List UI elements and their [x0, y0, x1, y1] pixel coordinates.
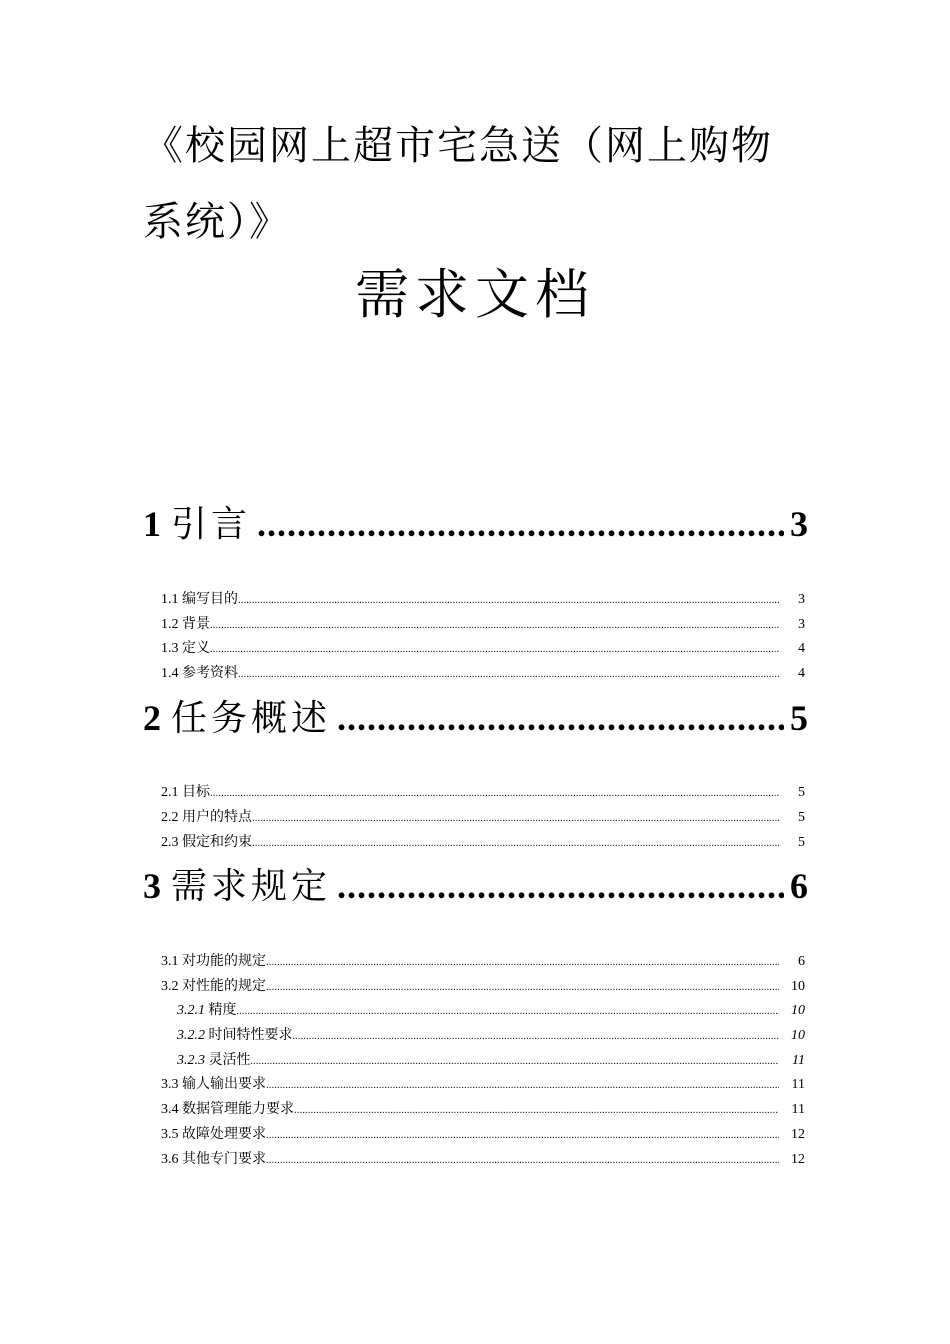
- toc-leader-dots: [210, 783, 779, 803]
- toc-entry-3-2[interactable]: [161, 977, 805, 997]
- toc-entry-label: 用户的特点: [182, 810, 252, 825]
- toc-entry-2-1[interactable]: [161, 783, 805, 803]
- toc-leader-dots: [337, 865, 784, 907]
- toc-page-number: 6: [798, 954, 805, 969]
- toc-chapter-label: 引言: [171, 504, 252, 545]
- toc-entry-label: 参考资料: [182, 666, 238, 681]
- toc-entry-label: 对功能的规定: [182, 954, 266, 969]
- toc-page-number: 4: [798, 641, 805, 656]
- toc-leader-dots: [337, 697, 784, 739]
- toc-entry-3-6[interactable]: [161, 1150, 805, 1170]
- toc-leader-dots: [238, 590, 779, 610]
- toc-entry-label: 假定和约束: [182, 835, 252, 850]
- toc-entry-3-4[interactable]: [161, 1100, 805, 1120]
- document-title: 《校园网上超市宅急送（网上购物系统）》: [143, 123, 773, 245]
- toc-page-number: 3: [790, 504, 808, 544]
- toc-entry-number: 2.1: [161, 785, 179, 800]
- toc-entry-label: 精度: [208, 1003, 237, 1018]
- toc-entry-label: 故障处理要求: [182, 1127, 266, 1142]
- toc-page-number: 5: [798, 785, 805, 800]
- toc-entry-number: 1.1: [161, 592, 179, 607]
- toc-leader-dots: [210, 639, 779, 659]
- toc-entry-number: 2.2: [161, 810, 179, 825]
- toc-entry-number: 1.4: [161, 666, 179, 681]
- toc-page-number: 10: [791, 1003, 805, 1018]
- toc-entry-1-3[interactable]: [161, 639, 805, 659]
- toc-entry-number: 1.3: [161, 641, 179, 656]
- toc-entry-3-5[interactable]: [161, 1125, 805, 1145]
- toc-leader-dots: [210, 615, 779, 635]
- toc-entry-number: 3.5: [161, 1127, 179, 1142]
- toc-entry-label: 其他专门要求: [182, 1152, 266, 1167]
- toc-entry-3-2-3[interactable]: [177, 1051, 805, 1071]
- toc-entry-2-2[interactable]: [161, 808, 805, 828]
- toc-page-number: 5: [798, 835, 805, 850]
- toc-leader-dots: [266, 952, 779, 972]
- toc-page-number: 11: [791, 1102, 805, 1117]
- toc-entry-3-3[interactable]: [161, 1075, 805, 1095]
- toc-leader-dots: [293, 1026, 780, 1046]
- toc-entry-label: 编写目的: [182, 592, 238, 607]
- toc-entry-label: 背景: [182, 617, 210, 632]
- toc-page-number: 10: [791, 1028, 805, 1043]
- toc-page-number: 5: [798, 810, 805, 825]
- toc-entry-3-2-2[interactable]: [177, 1026, 805, 1046]
- toc-leader-dots: [238, 664, 779, 684]
- toc-entry-label: 灵活性: [208, 1053, 251, 1068]
- toc-leader-dots: [237, 1001, 780, 1021]
- toc-chapter-3[interactable]: [143, 858, 808, 909]
- toc-page-number: 12: [791, 1152, 805, 1167]
- toc-chapter-number: 2: [143, 698, 161, 738]
- toc-leader-dots: [252, 808, 779, 828]
- toc-entry-1-1[interactable]: [161, 590, 805, 610]
- toc-chapter-label: 需求规定: [171, 866, 332, 907]
- toc-entry-number: 3.4: [161, 1102, 179, 1117]
- toc-chapter-1[interactable]: [143, 496, 808, 547]
- toc-entry-number: 3.3: [161, 1077, 179, 1092]
- toc-chapter-number: 1: [143, 504, 161, 544]
- toc-entry-3-2-1[interactable]: [177, 1001, 805, 1021]
- toc-page-number: 5: [790, 698, 808, 738]
- toc-leader-dots: [266, 1150, 779, 1170]
- toc-entry-1-4[interactable]: [161, 664, 805, 684]
- toc-entry-label: 输人输出要求: [182, 1077, 266, 1092]
- toc-entry-1-2[interactable]: [161, 615, 805, 635]
- toc-entry-label: 数据管理能力要求: [182, 1102, 294, 1117]
- toc-entry-number: 3.2: [161, 979, 179, 994]
- toc-entry-number: 3.2.2: [177, 1028, 205, 1043]
- document-subtitle: 需求文档: [355, 263, 595, 326]
- toc-entry-number: 3.2.3: [177, 1053, 205, 1068]
- toc-chapter-2[interactable]: [143, 690, 808, 741]
- toc-page-number: 10: [791, 979, 805, 994]
- toc-page-number: 11: [792, 1053, 805, 1068]
- toc-entry-3-1[interactable]: [161, 952, 805, 972]
- toc-chapter-number: 3: [143, 866, 161, 906]
- toc-leader-dots: [294, 1100, 779, 1120]
- toc-entry-number: 2.3: [161, 835, 179, 850]
- toc-entry-label: 目标: [182, 785, 210, 800]
- toc-leader-dots: [251, 1051, 780, 1071]
- toc-entry-label: 时间特性要求: [208, 1028, 293, 1043]
- toc-entry-2-3[interactable]: [161, 833, 805, 853]
- toc-page-number: 12: [791, 1127, 805, 1142]
- toc-chapter-label: 任务概述: [171, 698, 332, 739]
- toc-entry-number: 1.2: [161, 617, 179, 632]
- toc-entry-number: 3.1: [161, 954, 179, 969]
- toc-leader-dots: [257, 503, 784, 545]
- toc-page-number: 4: [798, 666, 805, 681]
- toc-leader-dots: [266, 1125, 779, 1145]
- toc-leader-dots: [252, 833, 779, 853]
- toc-page-number: 3: [798, 592, 805, 607]
- toc-page-number: 3: [798, 617, 805, 632]
- toc-leader-dots: [266, 1075, 779, 1095]
- toc-entry-label: 定义: [182, 641, 210, 656]
- toc-leader-dots: [266, 977, 779, 997]
- toc-entry-label: 对性能的规定: [182, 979, 266, 994]
- toc-entry-number: 3.6: [161, 1152, 179, 1167]
- toc-entry-number: 3.2.1: [177, 1003, 205, 1018]
- toc-page-number: 6: [790, 866, 808, 906]
- toc-page-number: 11: [791, 1077, 805, 1092]
